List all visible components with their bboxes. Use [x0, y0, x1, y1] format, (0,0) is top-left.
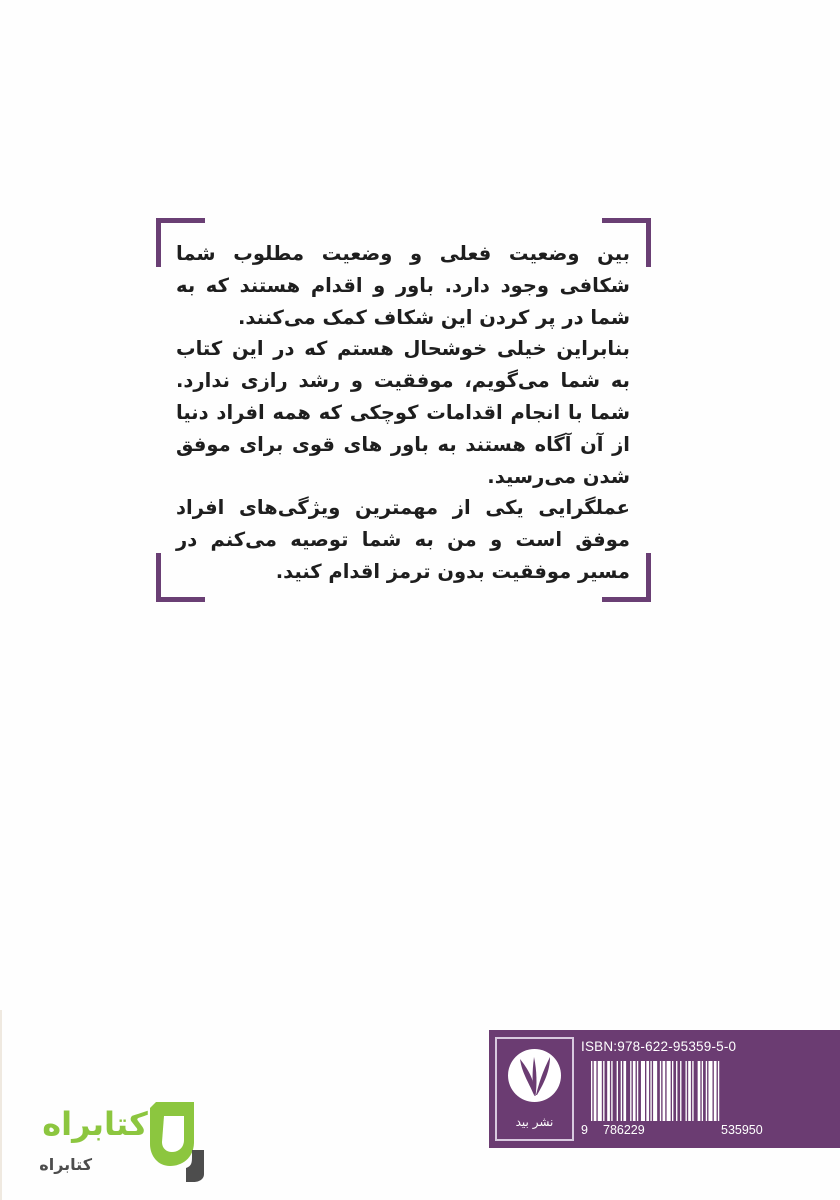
barcode-bar	[692, 1061, 693, 1121]
barcode-bar	[667, 1061, 671, 1121]
back-cover-quote	[176, 238, 630, 588]
barcode-bar	[653, 1061, 657, 1121]
barcode-bar	[698, 1061, 701, 1121]
barcode-bar	[611, 1061, 612, 1121]
willow-leaf-icon	[508, 1049, 561, 1102]
barcode-bar	[663, 1061, 666, 1121]
barcode-bar	[676, 1061, 677, 1121]
barcode-bar	[650, 1061, 651, 1121]
barcode-bar	[621, 1061, 622, 1121]
barcode-bar	[672, 1061, 673, 1121]
barcode-bar	[630, 1061, 631, 1121]
barcode-bar	[660, 1061, 661, 1121]
barcode-bar	[598, 1061, 602, 1121]
barcode-bar	[686, 1061, 687, 1121]
barcode	[581, 1039, 834, 1139]
isbn-panel	[489, 1030, 840, 1148]
barcode-bar	[637, 1061, 638, 1121]
quote-paragraph: بین وضعیت فعلی و وضعیت مطلوب شما شکافی وجود دارد. باور و اقدام هستند که به شما در پر کردن این شکاف کمک می‌کنند.	[176, 242, 630, 329]
barcode-bar	[708, 1061, 712, 1121]
watermark-word-large: کتابراه	[42, 1105, 148, 1143]
ketabrah-logo-icon	[146, 1092, 208, 1182]
barcode-bar	[714, 1061, 717, 1121]
barcode-bar	[702, 1061, 703, 1121]
barcode-digit-group-right: 535950	[721, 1123, 763, 1137]
barcode-digit-group-left: 786229	[603, 1123, 645, 1137]
isbn-label: ISBN:978-622-95359-5-0	[581, 1039, 737, 1054]
quote-paragraph: عملگرایی یکی از مهمترین ویژگی‌های افراد موفق است و من به شما توصیه می‌کنم در مسیر موفقیت بدون ترمز اقدام کنید.	[176, 496, 630, 583]
barcode-bar	[623, 1061, 626, 1121]
barcode-bar	[680, 1061, 681, 1121]
barcode-bar	[646, 1061, 649, 1121]
watermark-word-small: کتابراه	[39, 1155, 92, 1174]
publisher-logo	[495, 1037, 574, 1141]
publisher-name: نشر بید	[515, 1115, 554, 1129]
barcode-bar	[603, 1061, 604, 1121]
barcode-bar	[591, 1061, 592, 1121]
barcode-bars	[591, 1061, 831, 1121]
barcode-bar	[594, 1061, 597, 1121]
barcode-bar	[617, 1061, 618, 1121]
barcode-digit-lead: 9	[581, 1123, 588, 1137]
quote-paragraph: بنابراین خیلی خوشحال هستم که در این کتاب به شما می‌گویم، موفقیت و رشد رازی ندارد. شما با انجام اقدامات کوچکی که همه افراد دنیا از آن آگاه هستند به باور های قوی برای موفق شدن می‌رسید.	[176, 337, 630, 488]
barcode-bar	[688, 1061, 691, 1121]
barcode-bar	[706, 1061, 707, 1121]
barcode-bar	[633, 1061, 636, 1121]
barcode-bar	[718, 1061, 719, 1121]
barcode-bar	[607, 1061, 610, 1121]
barcode-bar	[641, 1061, 645, 1121]
cover-edge	[0, 1010, 2, 1200]
